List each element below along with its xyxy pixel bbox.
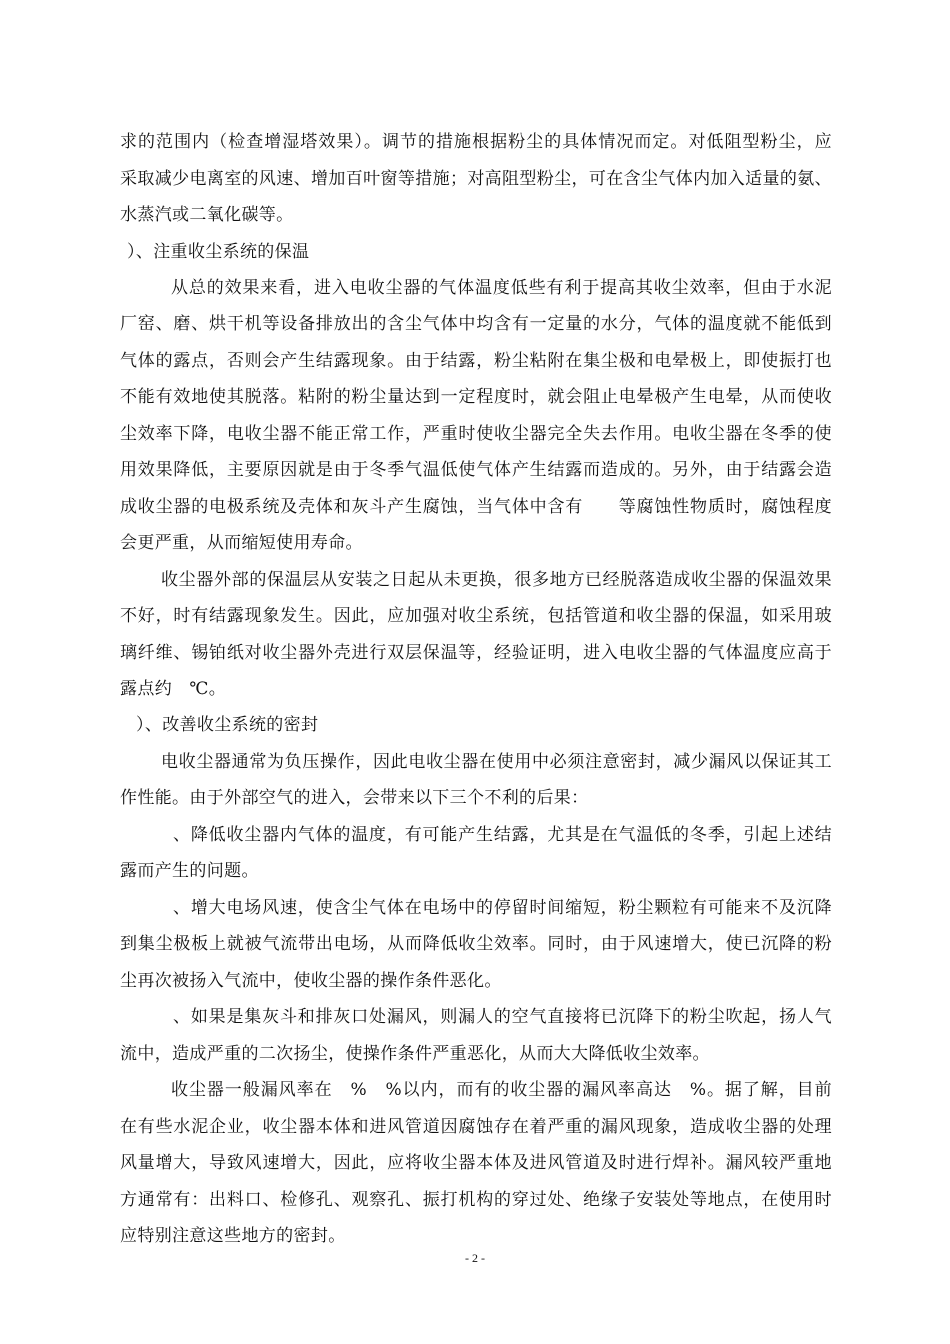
text-line: 尘效率下降，电收尘器不能正常工作，严重时使收尘器完全失去作用。电收尘器在冬季的使 xyxy=(120,424,832,444)
text-line: 成收尘器的电极系统及壳体和灰斗产生腐蚀，当气体中含有 等腐蚀性物质时，腐蚀程度 xyxy=(120,497,832,517)
text-line: 方通常有：出料口、检修孔、观察孔、振打机构的穿过处、绝缘子安装处等地点，在使用时 xyxy=(120,1190,832,1210)
text-line: 、如果是集灰斗和排灰口处漏风，则漏人的空气直接将已沉降下的粉尘吹起，扬人气 xyxy=(173,1007,832,1027)
text-line: 气体的露点，否则会产生结露现象。由于结露，粉尘粘附在集尘极和电晕极上，即使振打也 xyxy=(120,351,832,371)
text-line: 收尘器一般漏风率在 % %以内，而有的收尘器的漏风率高达 %。据了解，目前 xyxy=(171,1080,832,1100)
text-line: 到集尘极板上就被气流带出电场，从而降低收尘效率。同时，由于风速增大，使已沉降的粉 xyxy=(120,934,832,954)
text-line: 采取减少电离室的风速、增加百叶窗等措施；对高阻型粉尘，可在含尘气体内加入适量的氨、 xyxy=(120,169,832,189)
text-line: 流中，造成严重的二次扬尘，使操作条件严重恶化，从而大大降低收尘效率。 xyxy=(120,1044,710,1064)
text-line: 露点约 ℃。 xyxy=(120,679,227,699)
text-line: 收尘器外部的保温层从安装之日起从未更换，很多地方已经脱落造成收尘器的保温效果 xyxy=(161,570,832,590)
section-heading: ）、改善收尘系统的密封 xyxy=(136,715,319,735)
text-line: 璃纤维、锡铂纸对收尘器外壳进行双层保温等，经验证明，进入电收尘器的气体温度应高于 xyxy=(120,643,832,663)
text-line: 从总的效果来看，进入电收尘器的气体温度低些有利于提高其收尘效率，但由于水泥 xyxy=(171,278,832,298)
text-line: 在有些水泥企业，收尘器本体和进风管道因腐蚀存在着严重的漏风现象，造成收尘器的处理 xyxy=(120,1117,832,1137)
text-line: 会更严重，从而缩短使用寿命。 xyxy=(120,533,363,553)
text-line: 、增大电场风速，使含尘气体在电场中的停留时间缩短，粉尘颗粒有可能来不及沉降 xyxy=(173,898,832,918)
text-line: 水蒸汽或二氧化碳等。 xyxy=(120,205,294,225)
text-line: 作性能。由于外部空气的进入，会带来以下三个不利的后果： xyxy=(120,788,589,808)
text-line: 、降低收尘器内气体的温度，有可能产生结露，尤其是在气温低的冬季，引起上述结 xyxy=(173,825,832,845)
text-line: 风量增大，导致风速增大，因此，应将收尘器本体及进风管道及时进行焊补。漏风较严重地 xyxy=(120,1153,832,1173)
text-line: 不能有效地使其脱落。粘附的粉尘量达到一定程度时，就会阻止电晕极产生电晕，从而使收 xyxy=(120,387,832,407)
text-line: 应特别注意这些地方的密封。 xyxy=(120,1226,346,1246)
text-line: 露而产生的问题。 xyxy=(120,861,259,881)
text-line: 求的范围内（检查增湿塔效果）。调节的措施根据粉尘的具体情况而定。对低阻型粉尘，应 xyxy=(120,132,832,152)
text-line: 尘再次被扬入气流中，使收尘器的操作条件恶化。 xyxy=(120,971,502,991)
text-line: 不好，时有结露现象发生。因此，应加强对收尘系统，包括管道和收尘器的保温，如采用玻 xyxy=(120,606,832,626)
section-heading: ）、注重收尘系统的保温 xyxy=(127,242,310,262)
text-line: 用效果降低，主要原因就是由于冬季气温低使气体产生结露而造成的。另外，由于结露会造 xyxy=(120,460,832,480)
text-line: 电收尘器通常为负压操作，因此电收尘器在使用中必须注意密封，减少漏风以保证其工 xyxy=(161,752,832,772)
text-line: 厂窑、磨、烘干机等设备排放出的含尘气体中均含有一定量的水分，气体的温度就不能低到 xyxy=(120,314,832,334)
page-number: - 2 - xyxy=(465,1251,485,1265)
